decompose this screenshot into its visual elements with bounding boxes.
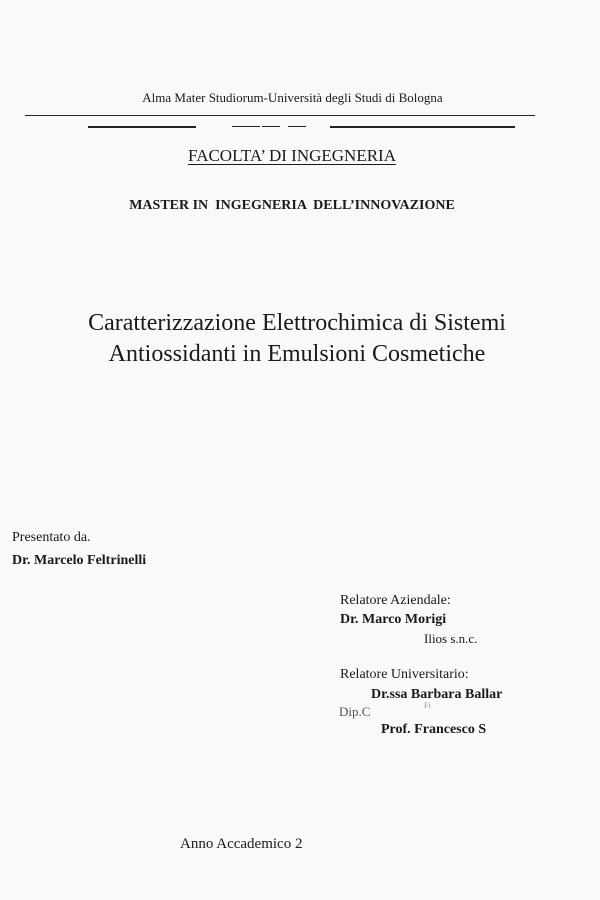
university-advisor-department: Dip.C	[339, 704, 371, 719]
header-rule-dash-1	[88, 126, 196, 128]
thesis-title-line-2: Antiossidanti in Emulsioni Cosmetiche	[108, 341, 486, 367]
master-title: MASTER IN INGEGNERIA DELL’INNOVAZIONE	[129, 198, 455, 213]
company-advisor-name: Dr. Marco Morigi	[340, 612, 447, 627]
presenter-label: Presentato da.	[12, 530, 91, 545]
thesis-title-line-1: Caratterizzazione Elettrochimica di Sistemi	[88, 310, 506, 336]
academic-year: Anno Accademico 2	[180, 836, 303, 852]
university-advisor-name: Dr.ssa Barbara Ballar	[371, 687, 503, 702]
university-advisor-label: Relatore Universitario:	[340, 667, 469, 682]
company-advisor-label: Relatore Aziendale:	[340, 593, 451, 608]
header-rule-dash-3	[262, 126, 280, 127]
header-rule-top	[25, 115, 535, 116]
university-advisor-name-2: Prof. Francesco S	[381, 722, 487, 737]
company-advisor-org: Ilios s.n.c.	[424, 631, 478, 646]
faculty-name: FACOLTA’ DI INGEGNERIA	[188, 146, 396, 165]
header-rule-dash-4	[288, 126, 306, 127]
university-name: Alma Mater Studiorum-Università degli Studi di Bologna	[142, 90, 443, 105]
header-rule-dash-5	[330, 126, 515, 128]
presenter-name: Dr. Marcelo Feltrinelli	[12, 553, 147, 568]
header-rule-dash-2	[232, 126, 260, 127]
university-advisor-department-fragment: Fi	[424, 701, 431, 710]
